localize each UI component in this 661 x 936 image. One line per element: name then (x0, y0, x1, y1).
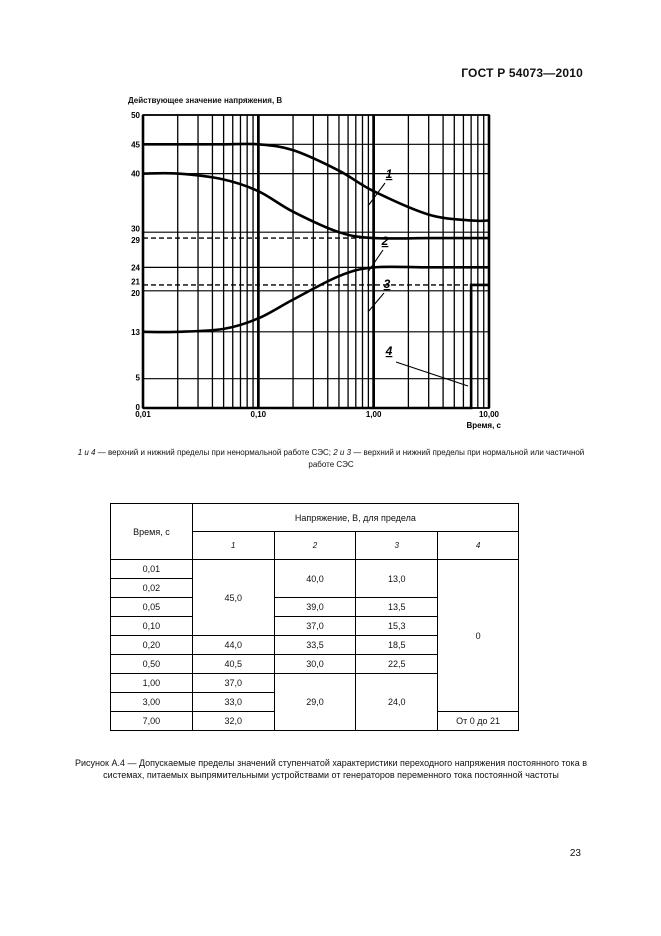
legend-text-2-3: — верхний и нижний пределы при нормальной или частичной работе СЭС (308, 448, 585, 469)
x-axis-label: Время, с (466, 421, 501, 430)
series-line-4 (143, 285, 489, 408)
cell-col3-24: 24,0 (356, 674, 438, 731)
x-tick-label: 0,01 (135, 410, 151, 419)
series-line-1 (143, 144, 489, 221)
y-tick-label: 24 (131, 263, 140, 273)
callout-leader-2 (368, 250, 383, 272)
y-tick-label: 5 (135, 373, 140, 383)
cell-col2: 37,0 (274, 617, 356, 636)
y-tick-label: 29 (131, 236, 140, 246)
cell-col1: 32,0 (192, 712, 274, 731)
curve-label-2: 2 (381, 234, 389, 248)
cell-col4: От 0 до 21 (438, 712, 519, 731)
time-cell: 0,10 (111, 617, 193, 636)
time-cell: 0,05 (111, 598, 193, 617)
time-cell: 1,00 (111, 674, 193, 693)
time-cell: 7,00 (111, 712, 193, 731)
y-tick-label: 30 (131, 224, 140, 234)
voltage-limits-table (110, 503, 519, 731)
callout-leader-4 (396, 362, 468, 386)
callout-leader-3 (368, 293, 384, 312)
series-line-2 (143, 173, 489, 238)
cell-col1: 40,5 (192, 655, 274, 674)
cell-col4-0: 0 (438, 560, 519, 712)
header-time: Время, с (111, 504, 193, 560)
y-tick-label: 0 (135, 403, 140, 412)
cell-col1: 37,0 (192, 674, 274, 693)
y-tick-label: 21 (131, 277, 140, 287)
cell-col3: 13,5 (356, 598, 438, 617)
cell-col3: 18,5 (356, 636, 438, 655)
cell-col2: 30,0 (274, 655, 356, 674)
header-limit-2: 2 (274, 532, 356, 560)
cell-col3-13: 13,0 (356, 560, 438, 598)
page-number: 23 (569, 848, 581, 859)
series-line-3 (143, 267, 489, 332)
cell-col1: 44,0 (192, 636, 274, 655)
y-tick-label: 40 (131, 169, 140, 179)
legend-text-1-4: — верхний и нижний пределы при ненормальной работе СЭС; (95, 448, 334, 457)
y-tick-label: 45 (131, 140, 140, 150)
header-limit-3: 3 (356, 532, 438, 560)
cell-col2-40: 40,0 (274, 560, 356, 598)
header-limit-4: 4 (438, 532, 519, 560)
cell-col2: 39,0 (274, 598, 356, 617)
cell-col2: 33,5 (274, 636, 356, 655)
time-cell: 0,20 (111, 636, 193, 655)
curve-label-4: 4 (385, 344, 393, 358)
cell-col3: 15,3 (356, 617, 438, 636)
curve-label-1: 1 (385, 167, 393, 181)
x-tick-label: 0,10 (250, 410, 267, 419)
time-cell: 0,02 (111, 579, 193, 598)
cell-col1-45: 45,0 (192, 560, 274, 636)
time-cell: 0,50 (111, 655, 193, 674)
document-code: ГОСТ Р 54073—2010 (461, 66, 583, 80)
legend-curves-2-3: 2 и 3 (333, 448, 352, 457)
legend-curves-1-4: 1 и 4 (77, 448, 96, 457)
y-axis-label: Действующее значение напряжения, В (128, 96, 283, 105)
header-limit-1: 1 (192, 532, 274, 560)
y-tick-label: 13 (131, 327, 140, 337)
chart-legend-caption (66, 447, 596, 471)
time-cell: 3,00 (111, 693, 193, 712)
curve-label-3: 3 (383, 277, 391, 291)
voltage-time-chart (0, 0, 661, 440)
header-voltage: Напряжение, В, для предела (192, 504, 518, 532)
cell-col2-29: 29,0 (274, 674, 356, 731)
x-tick-label: 1,00 (365, 410, 382, 419)
y-tick-label: 50 (131, 111, 140, 120)
figure-caption: Рисунок А.4 — Допускаемые пределы значений ступенчатой характеристики переходного напряжения постоянного тока в системах, питаемых выпрямительными устройствами от генераторов переменного тока постоянной частоты (75, 758, 587, 780)
cell-col1: 33,0 (192, 693, 274, 712)
cell-col3: 22,5 (356, 655, 438, 674)
y-tick-label: 20 (131, 288, 140, 298)
time-cell: 0,01 (111, 560, 193, 579)
x-tick-label: 10,00 (478, 410, 500, 419)
